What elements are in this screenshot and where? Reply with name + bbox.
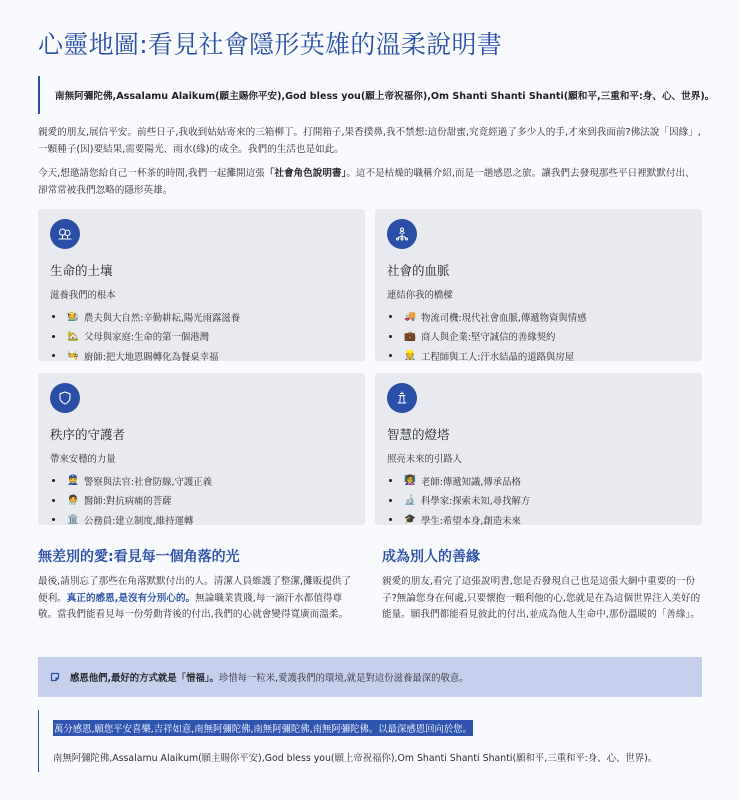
- list-item-text: 商人與企業:堅守誠信的善緣契約: [421, 332, 556, 344]
- card-title: 智慧的燈塔: [387, 427, 450, 442]
- bullet-icon: [389, 335, 392, 338]
- card-subtitle: 連結你我的橋樑: [387, 290, 453, 301]
- lighthouse-icon: [387, 383, 417, 413]
- list-item: [50, 471, 353, 491]
- house-icon: 🏡: [67, 330, 79, 342]
- callout-text: [70, 670, 469, 684]
- list-item: [387, 327, 690, 347]
- section-title-unconditional-love: 無差別的愛:看見每一個角落的光: [38, 549, 240, 565]
- list-item: [50, 346, 353, 366]
- bullet-icon: [52, 518, 55, 521]
- list-item: [387, 346, 690, 366]
- callout-box: [38, 657, 702, 697]
- bullet-icon: [52, 335, 55, 338]
- construction-worker-icon: 👷: [404, 350, 416, 362]
- callout-bold-text: 感恩他們,最好的方式就是「惜福」。: [70, 673, 219, 684]
- section-text: 無論職業貴賤,每一滴汗水都值得尊敬。當我們能看見每一份勞動背後的付出,我們的心就會變得寬廣而溫柔。: [38, 592, 349, 620]
- list-item: [387, 307, 690, 327]
- bullet-icon: [52, 315, 55, 318]
- list-item: [387, 471, 690, 491]
- list-item-text: 警察與法官:社會防線,守護正義: [84, 476, 213, 488]
- card-title: 秩序的守護者: [50, 427, 126, 442]
- government-building-icon: 🏛️: [67, 514, 79, 526]
- bullet-icon: [389, 499, 392, 502]
- list-item: [387, 491, 690, 511]
- list-item-text: 老師:傳遞知識,傳承品格: [421, 476, 521, 488]
- intro-text: 。這不是枯燥的職稱介紹,而是一趟感恩之旅。讓我們去發現那些平日裡默默付出、卻常常被我們忽略的隱形英雄。: [38, 168, 695, 196]
- graduation-cap-icon: 🎓: [404, 514, 416, 526]
- list-item-text: 廚師:把大地恩賜轉化為餐桌幸福: [84, 351, 219, 363]
- card-subtitle: 帶來安穩的力量: [50, 454, 116, 465]
- list-item-text: 醫師:對抗病痛的菩薩: [84, 496, 172, 508]
- card-soil-of-life: [38, 209, 365, 361]
- card-list: [50, 471, 353, 530]
- blessing-quote-top: [38, 76, 715, 114]
- bullet-icon: [389, 354, 392, 357]
- trees-icon: [50, 219, 80, 249]
- farmer-icon: 🧑‍🌾: [67, 311, 79, 323]
- list-item-text: 學生:希望本身,創造未來: [421, 515, 521, 527]
- list-item-text: 父母與家庭:生命的第一個港灣: [84, 332, 210, 344]
- intro-paragraph-2: [38, 165, 702, 199]
- truck-icon: 🚚: [404, 311, 416, 323]
- police-officer-icon: 👮: [67, 475, 79, 487]
- teacher-icon: 👩‍🏫: [404, 475, 416, 487]
- card-list: [50, 307, 353, 366]
- card-title: 社會的血脈: [387, 263, 450, 278]
- bullet-icon: [389, 479, 392, 482]
- list-item-text: 物流司機:現代社會血脈,傳遞物資與情感: [421, 312, 587, 324]
- list-item: [387, 510, 690, 530]
- bullet-icon: [389, 315, 392, 318]
- section-title-good-karma: 成為別人的善緣: [382, 549, 480, 565]
- bullet-icon: [389, 518, 392, 521]
- card-list: [387, 307, 690, 366]
- list-item-text: 農夫與大自然:辛勤耕耘,陽光雨露滋養: [84, 312, 241, 324]
- section-text: 最後,請別忘了那些在角落默默付出的人。清潔人員維護了整潔,攤販提供了便利。: [38, 576, 352, 604]
- list-item-text: 工程師與工人:汗水結晶的道路與房屋: [421, 351, 575, 363]
- intro-bold-text: 「社會角色說明書」: [264, 168, 347, 179]
- list-item-text: 公務員:建立制度,維持運轉: [84, 515, 194, 527]
- page-title: 心靈地圖:看見社會隱形英雄的溫柔說明書: [38, 30, 503, 59]
- card-guardians-of-order: [38, 373, 365, 525]
- network-icon: [387, 219, 417, 249]
- microscope-icon: 🔬: [404, 494, 416, 506]
- card-lifeblood-of-society: [375, 209, 702, 361]
- list-item-text: 科學家:探索未知,尋找解方: [421, 496, 531, 508]
- bullet-icon: [52, 499, 55, 502]
- intro-paragraph-1: 親愛的朋友,展信平安。前些日子,我收到姑姑寄來的三箱柳丁。打開箱子,果香撲鼻,我不禁想:這份甜蜜,究竟經過了多少人的手,才來到我面前?佛法說「因緣」,一顆種子(因)要結果,需要陽光、雨水(緣)的成全。我們的生活也是如此。: [38, 127, 701, 155]
- blessing-text: 南無阿彌陀佛,Assalamu Alaikum(願主賜你平安),God bless you(願上帝祝福你),Om Shanti Shanti Shanti(願和平,三重和平:身、心、世界)。: [53, 753, 658, 764]
- bullet-icon: [52, 479, 55, 482]
- card-subtitle: 滋養我們的根本: [50, 290, 116, 301]
- section-body-unconditional-love: [38, 574, 360, 624]
- highlight-text: 真正的感恩,是沒有分別心的。: [66, 592, 196, 604]
- card-list: [387, 471, 690, 530]
- briefcase-icon: 💼: [404, 330, 416, 342]
- list-item: [50, 510, 353, 530]
- card-subtitle: 照亮未來的引路人: [387, 454, 463, 465]
- cook-icon: 🧑‍🍳: [67, 350, 79, 362]
- card-lighthouse-of-wisdom: [375, 373, 702, 525]
- blessing-quote-bottom: [38, 710, 702, 772]
- card-title: 生命的土壤: [50, 263, 113, 278]
- list-item: [50, 307, 353, 327]
- intro-text: 今天,想邀請您給自己一杯茶的時間,我們一起攤開這張: [38, 168, 265, 179]
- list-item: [50, 327, 353, 347]
- note-icon: [50, 672, 60, 682]
- blessing-text: 南無阿彌陀佛,Assalamu Alaikum(願主賜你平安),God bless you(願上帝祝福你),Om Shanti Shanti Shanti(願和平,三重和平:身、心、世界)。: [55, 91, 715, 102]
- bullet-icon: [52, 354, 55, 357]
- section-body-good-karma: 親愛的朋友,看完了這張說明書,您是否發現自己也是這張大網中重要的一份子?無論您身在何處,只要懷抱一顆利他的心,您就是在為這個世界注入美好的能量。願我們都能看見彼此的付出,並成為他人生命中,那份溫暖的「善緣」。: [382, 576, 701, 620]
- list-item: [50, 491, 353, 511]
- doctor-icon: 🧑‍⚕️: [67, 494, 79, 506]
- selected-text[interactable]: 萬分感恩,願您平安喜樂,吉祥如意,南無阿彌陀佛,南無阿彌陀佛,南無阿彌陀佛。以最深感恩回向於您。: [53, 720, 473, 736]
- callout-body: 珍惜每一粒米,愛護我們的環境,就是對這份滋養最深的敬意。: [218, 673, 469, 684]
- shield-icon: [50, 383, 80, 413]
